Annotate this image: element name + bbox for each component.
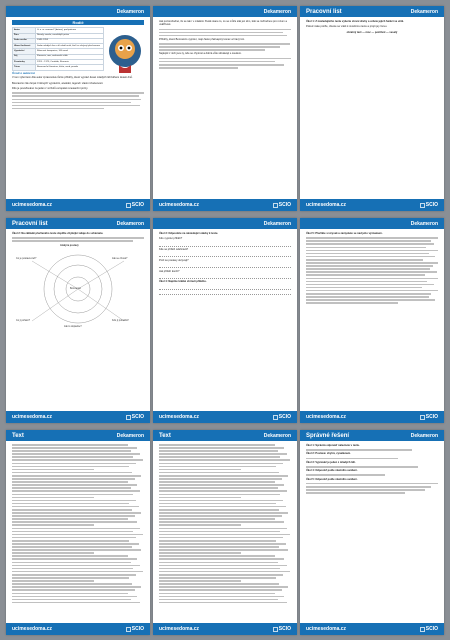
scio-logo-icon bbox=[126, 415, 131, 420]
scio-logo-icon bbox=[273, 415, 278, 420]
profile-value: Rámcová kompozice, 100 novel bbox=[36, 49, 104, 54]
header-dekameron: Dekameron bbox=[263, 8, 291, 15]
profile-value: Florencie, mor, venkovské sídlo bbox=[36, 54, 104, 59]
page-footer bbox=[6, 411, 150, 423]
text-line bbox=[159, 459, 290, 461]
text-line bbox=[159, 518, 275, 520]
solution-item: Úkol 3: Vypravěč je jeden z mladých lidí. bbox=[306, 460, 356, 464]
solution-item: Úkol 5: Odpověď podle vlastního uvážení. bbox=[306, 477, 358, 481]
scio-logo: SCIO bbox=[126, 414, 144, 420]
text-line bbox=[159, 534, 290, 536]
diagram-node: Boccaccio bbox=[70, 287, 81, 291]
text-line bbox=[12, 552, 94, 554]
text-line bbox=[159, 490, 287, 492]
profile-value: G. u. m. narozen? (datum), pod jménem bbox=[36, 28, 104, 33]
text-line bbox=[12, 586, 141, 588]
text-line bbox=[12, 593, 128, 595]
question: Jak příběh končí? bbox=[159, 269, 180, 273]
header-title: Text bbox=[12, 432, 24, 439]
text-line bbox=[159, 565, 287, 567]
text-line bbox=[12, 447, 137, 449]
text-line bbox=[159, 469, 241, 471]
text-line bbox=[159, 515, 282, 517]
text-line bbox=[12, 521, 137, 523]
text-line bbox=[12, 472, 132, 474]
text-line bbox=[159, 456, 280, 458]
text-line bbox=[12, 531, 133, 533]
text-line bbox=[159, 546, 279, 548]
text-line bbox=[12, 481, 128, 483]
answer-line[interactable] bbox=[159, 243, 291, 247]
answer-line[interactable] bbox=[159, 291, 291, 295]
scio-logo: SCIO bbox=[126, 202, 144, 208]
text-body bbox=[153, 441, 297, 603]
header-dekameron: Dekameron bbox=[263, 432, 291, 439]
footer-url[interactable]: ucimesedoma.cz bbox=[306, 202, 347, 208]
text-line bbox=[159, 555, 275, 557]
text-line bbox=[12, 450, 131, 452]
text-line bbox=[12, 453, 140, 455]
footer-url[interactable]: ucimesedoma.cz bbox=[306, 626, 347, 632]
profile-key: Doba vzniku bbox=[13, 38, 36, 43]
question: Kdo vypráví příběh? bbox=[159, 237, 183, 241]
text-line bbox=[12, 494, 133, 496]
text-line bbox=[159, 503, 276, 505]
profile-value: Sedm mladých žen a tři mladí muži, kteří se ukrývají před morem bbox=[36, 44, 104, 49]
text-line bbox=[12, 475, 141, 477]
text-line bbox=[159, 444, 275, 446]
author-portrait-icon bbox=[107, 33, 143, 73]
text-line bbox=[159, 447, 284, 449]
text-line bbox=[159, 521, 284, 523]
header-dekameron: Dekameron bbox=[116, 220, 144, 227]
text-line bbox=[12, 534, 143, 536]
text-line bbox=[159, 586, 288, 588]
text-line bbox=[12, 524, 94, 526]
text-line bbox=[159, 571, 290, 573]
header-dekameron: Dekameron bbox=[116, 8, 144, 15]
text-line bbox=[12, 549, 141, 551]
scio-logo: SCIO bbox=[126, 626, 144, 632]
page-footer bbox=[6, 623, 150, 635]
profile-title: Rodič bbox=[12, 20, 144, 25]
header-title: Správné řešení bbox=[306, 432, 350, 439]
text-line bbox=[159, 481, 275, 483]
page-2 bbox=[153, 6, 297, 211]
scio-logo: SCIO bbox=[420, 626, 438, 632]
text-line bbox=[159, 580, 241, 582]
text-line bbox=[12, 509, 132, 511]
answer-line[interactable] bbox=[159, 286, 291, 290]
footer-url[interactable]: ucimesedoma.cz bbox=[12, 202, 53, 208]
page-7 bbox=[6, 430, 150, 635]
character-diagram bbox=[12, 243, 144, 331]
page-footer bbox=[153, 411, 297, 423]
text-line bbox=[159, 602, 287, 604]
text-line bbox=[159, 552, 241, 554]
section-title: Úvod o autorovi bbox=[12, 70, 35, 75]
header-title: Pracovní list bbox=[12, 220, 48, 227]
text-line bbox=[12, 512, 141, 514]
text-line bbox=[159, 466, 276, 468]
text-line bbox=[159, 453, 287, 455]
text-line bbox=[159, 568, 280, 570]
text-line bbox=[12, 555, 128, 557]
text-line bbox=[159, 599, 278, 601]
text-line bbox=[159, 484, 284, 486]
text-line bbox=[12, 444, 128, 446]
scio-logo-icon bbox=[273, 627, 278, 632]
text-line bbox=[12, 469, 94, 471]
text-line bbox=[12, 546, 132, 548]
page-6 bbox=[300, 218, 444, 423]
page-3 bbox=[300, 6, 444, 211]
text-line bbox=[12, 456, 133, 458]
text-line bbox=[12, 580, 94, 582]
page-header bbox=[153, 430, 297, 441]
text-line bbox=[159, 562, 278, 564]
text-line bbox=[159, 509, 279, 511]
text-line bbox=[159, 558, 284, 560]
text-line bbox=[159, 463, 283, 465]
text-line bbox=[12, 562, 131, 564]
footer-url[interactable]: ucimesedoma.cz bbox=[12, 414, 53, 420]
text-line bbox=[12, 589, 135, 591]
text-line bbox=[159, 537, 283, 539]
text-line bbox=[12, 577, 129, 579]
profile-key: Vyprávění bbox=[13, 49, 36, 54]
text-line bbox=[12, 543, 139, 545]
scio-logo: SCIO bbox=[273, 626, 291, 632]
diagram-node: Co ji pohání? bbox=[16, 319, 31, 323]
scio-logo-icon bbox=[420, 627, 425, 632]
page-header bbox=[6, 6, 150, 17]
text-line bbox=[159, 487, 278, 489]
text-line bbox=[12, 463, 136, 465]
profile-value: 1313 – 1375, Certaldo, Florencie bbox=[36, 60, 104, 65]
header-dekameron: Dekameron bbox=[410, 220, 438, 227]
profile-key: Hlavní hrdinové bbox=[13, 44, 36, 49]
text-line bbox=[12, 602, 140, 604]
task-text: Úkol 5: Přečtěte si úryvek a zamyslete se nad jeho významem. bbox=[306, 232, 383, 235]
text-line bbox=[159, 450, 278, 452]
text-line bbox=[12, 537, 136, 539]
text-line bbox=[12, 503, 129, 505]
text-body bbox=[6, 441, 150, 603]
footer-url[interactable]: ucimesedoma.cz bbox=[159, 626, 200, 632]
text-line bbox=[12, 558, 137, 560]
header-dekameron: Dekameron bbox=[263, 220, 291, 227]
diagram-node: Co je postava zač? bbox=[16, 257, 37, 261]
paragraph: Dílo je považováno za jeden z vrcholů evropské renesanční prózy. bbox=[12, 87, 89, 91]
diagram-node: Jak se chová? bbox=[112, 257, 128, 261]
profile-value: Renesanční literatura, láska, osud, pravda bbox=[36, 65, 104, 70]
diagram-node: Jak to dopadne? bbox=[64, 325, 82, 329]
paragraph: Nejlepší z nich jsou ty, kde se chytrost a dobrá vůle střetávají s osudem. bbox=[159, 52, 242, 56]
page-header bbox=[153, 218, 297, 229]
scio-logo: SCIO bbox=[273, 414, 291, 420]
text-line bbox=[12, 599, 131, 601]
text-line bbox=[159, 577, 276, 579]
page-header bbox=[6, 430, 150, 441]
page-header bbox=[300, 6, 444, 17]
paragraph: Jak pozoruhodné, že se tak i v mladém životě stane to, co se může stát jen těm, kdo se rozhodnou pro rozum a uvážlivost. bbox=[159, 20, 287, 27]
page-header bbox=[6, 218, 150, 229]
text-line bbox=[159, 512, 288, 514]
text-line bbox=[159, 500, 283, 502]
page-1 bbox=[6, 6, 150, 211]
answer-line[interactable] bbox=[159, 253, 291, 257]
footer-url[interactable]: ucimesedoma.cz bbox=[159, 202, 200, 208]
text-line bbox=[12, 478, 135, 480]
text-line bbox=[159, 506, 286, 508]
scio-logo-icon bbox=[420, 203, 425, 208]
page-footer bbox=[6, 199, 150, 211]
text-line bbox=[12, 568, 133, 570]
solution-item: Úkol 2: Postava: chytrá, vynalézavá. bbox=[306, 452, 351, 456]
page-footer bbox=[153, 623, 297, 635]
text-line bbox=[12, 497, 94, 499]
scio-logo-icon bbox=[273, 203, 278, 208]
footer-url[interactable]: ucimesedoma.cz bbox=[12, 626, 53, 632]
page-footer bbox=[300, 411, 444, 423]
profile-key: Téma bbox=[13, 65, 36, 70]
answer-line[interactable] bbox=[159, 275, 291, 279]
header-title: Text bbox=[159, 432, 171, 439]
page-9 bbox=[300, 430, 444, 635]
header-dekameron: Dekameron bbox=[410, 8, 438, 15]
profile-key: Autor bbox=[13, 28, 36, 33]
text-line bbox=[159, 593, 275, 595]
text-line bbox=[12, 500, 136, 502]
task-note: Pokud máte potíže, zkuste se vrátit k úvodnímu textu a projít jej znovu. bbox=[306, 25, 388, 29]
header-dekameron: Dekameron bbox=[116, 432, 144, 439]
text-line bbox=[159, 475, 288, 477]
page-4 bbox=[6, 218, 150, 423]
text-line bbox=[159, 540, 276, 542]
scio-logo-icon bbox=[420, 415, 425, 420]
profile-key: Děj bbox=[13, 54, 36, 59]
text-line bbox=[12, 571, 143, 573]
profile-table bbox=[12, 27, 104, 70]
page-5 bbox=[153, 218, 297, 423]
diagram-node: Kdo jí pomáhá? bbox=[112, 319, 129, 323]
text-line bbox=[12, 583, 132, 585]
text-line bbox=[12, 490, 140, 492]
footer-url[interactable]: ucimesedoma.cz bbox=[159, 414, 200, 420]
header-title: Pracovní list bbox=[306, 8, 342, 15]
scio-logo: SCIO bbox=[273, 202, 291, 208]
text-line bbox=[159, 589, 282, 591]
paragraph: Boccaccio zde čerpá z lidových vyprávění, anekdot, legend i vlastní zkušenosti. bbox=[12, 81, 104, 85]
profile-key: Žánr bbox=[13, 33, 36, 38]
task-hint: obratný text — moc — pozitivní — veselý bbox=[346, 30, 398, 34]
text-line bbox=[12, 466, 129, 468]
task-text: Úkol 1: Z následujícího textu vyberte slovní druhy a určete jejich funkci ve větě. bbox=[306, 20, 404, 23]
task-text: Úkol 4: Napište krátké shrnutí příběhu. bbox=[159, 280, 207, 284]
scio-logo-icon bbox=[126, 627, 131, 632]
text-line bbox=[159, 574, 283, 576]
solution-item: Úkol 4: Odpověď podle vlastního uvážení. bbox=[306, 469, 358, 473]
page-footer bbox=[153, 199, 297, 211]
page-footer bbox=[300, 199, 444, 211]
page-header bbox=[300, 430, 444, 441]
text-line bbox=[12, 487, 131, 489]
profile-key: Poznámky bbox=[13, 60, 36, 65]
header-dekameron: Dekameron bbox=[410, 432, 438, 439]
text-line bbox=[12, 540, 129, 542]
text-line bbox=[159, 497, 241, 499]
paragraph: Příběhy, které Boccaccio vypráví, mají často překvapivý konec a hravý tón. bbox=[159, 37, 245, 41]
text-line bbox=[12, 565, 140, 567]
text-line bbox=[12, 528, 140, 530]
page-8 bbox=[153, 430, 297, 635]
text-line bbox=[159, 549, 288, 551]
text-line bbox=[159, 494, 280, 496]
diagram-title: Analýza postavy bbox=[60, 244, 79, 248]
page-footer bbox=[300, 623, 444, 635]
task-text: Úkol 3: Odpovězte na následující otázky k textu. bbox=[159, 232, 219, 235]
text-line bbox=[12, 518, 128, 520]
profile-value: Novely, novela, rozsáhlejší próza bbox=[36, 33, 104, 38]
text-line bbox=[12, 459, 143, 461]
text-line bbox=[159, 531, 280, 533]
scio-logo: SCIO bbox=[420, 202, 438, 208]
page-header bbox=[300, 218, 444, 229]
text-line bbox=[159, 543, 286, 545]
text-line bbox=[12, 515, 135, 517]
profile-value: 1348–1353 bbox=[36, 38, 104, 43]
text-line bbox=[12, 484, 137, 486]
text-line bbox=[159, 472, 279, 474]
text-line bbox=[12, 506, 139, 508]
footer-url[interactable]: ucimesedoma.cz bbox=[306, 414, 347, 420]
text-line bbox=[159, 596, 284, 598]
text-line bbox=[12, 596, 137, 598]
question: Proč se postavy ukrývají? bbox=[159, 258, 189, 262]
solution-item: Úkol 1: Správná odpověď naleznete v textu. bbox=[306, 444, 360, 447]
page-header bbox=[153, 6, 297, 17]
text-line bbox=[159, 583, 279, 585]
paragraph: V tom výborném díle autor zpracovává různé příběhy, které vypráví deset mladých lidí během deseti dnů. bbox=[12, 76, 133, 80]
scio-logo-icon bbox=[126, 203, 131, 208]
text-line bbox=[159, 478, 282, 480]
text-line bbox=[159, 528, 287, 530]
scio-logo: SCIO bbox=[420, 414, 438, 420]
text-line bbox=[12, 574, 136, 576]
text-line bbox=[159, 524, 241, 526]
profile-row bbox=[13, 65, 104, 70]
task-text: Úkol 2: Na základě přečteného textu doplňte chybějící údaje do schématu. bbox=[12, 232, 104, 235]
answer-line[interactable] bbox=[159, 264, 291, 268]
question: Kde se příběh odehrává? bbox=[159, 248, 189, 252]
